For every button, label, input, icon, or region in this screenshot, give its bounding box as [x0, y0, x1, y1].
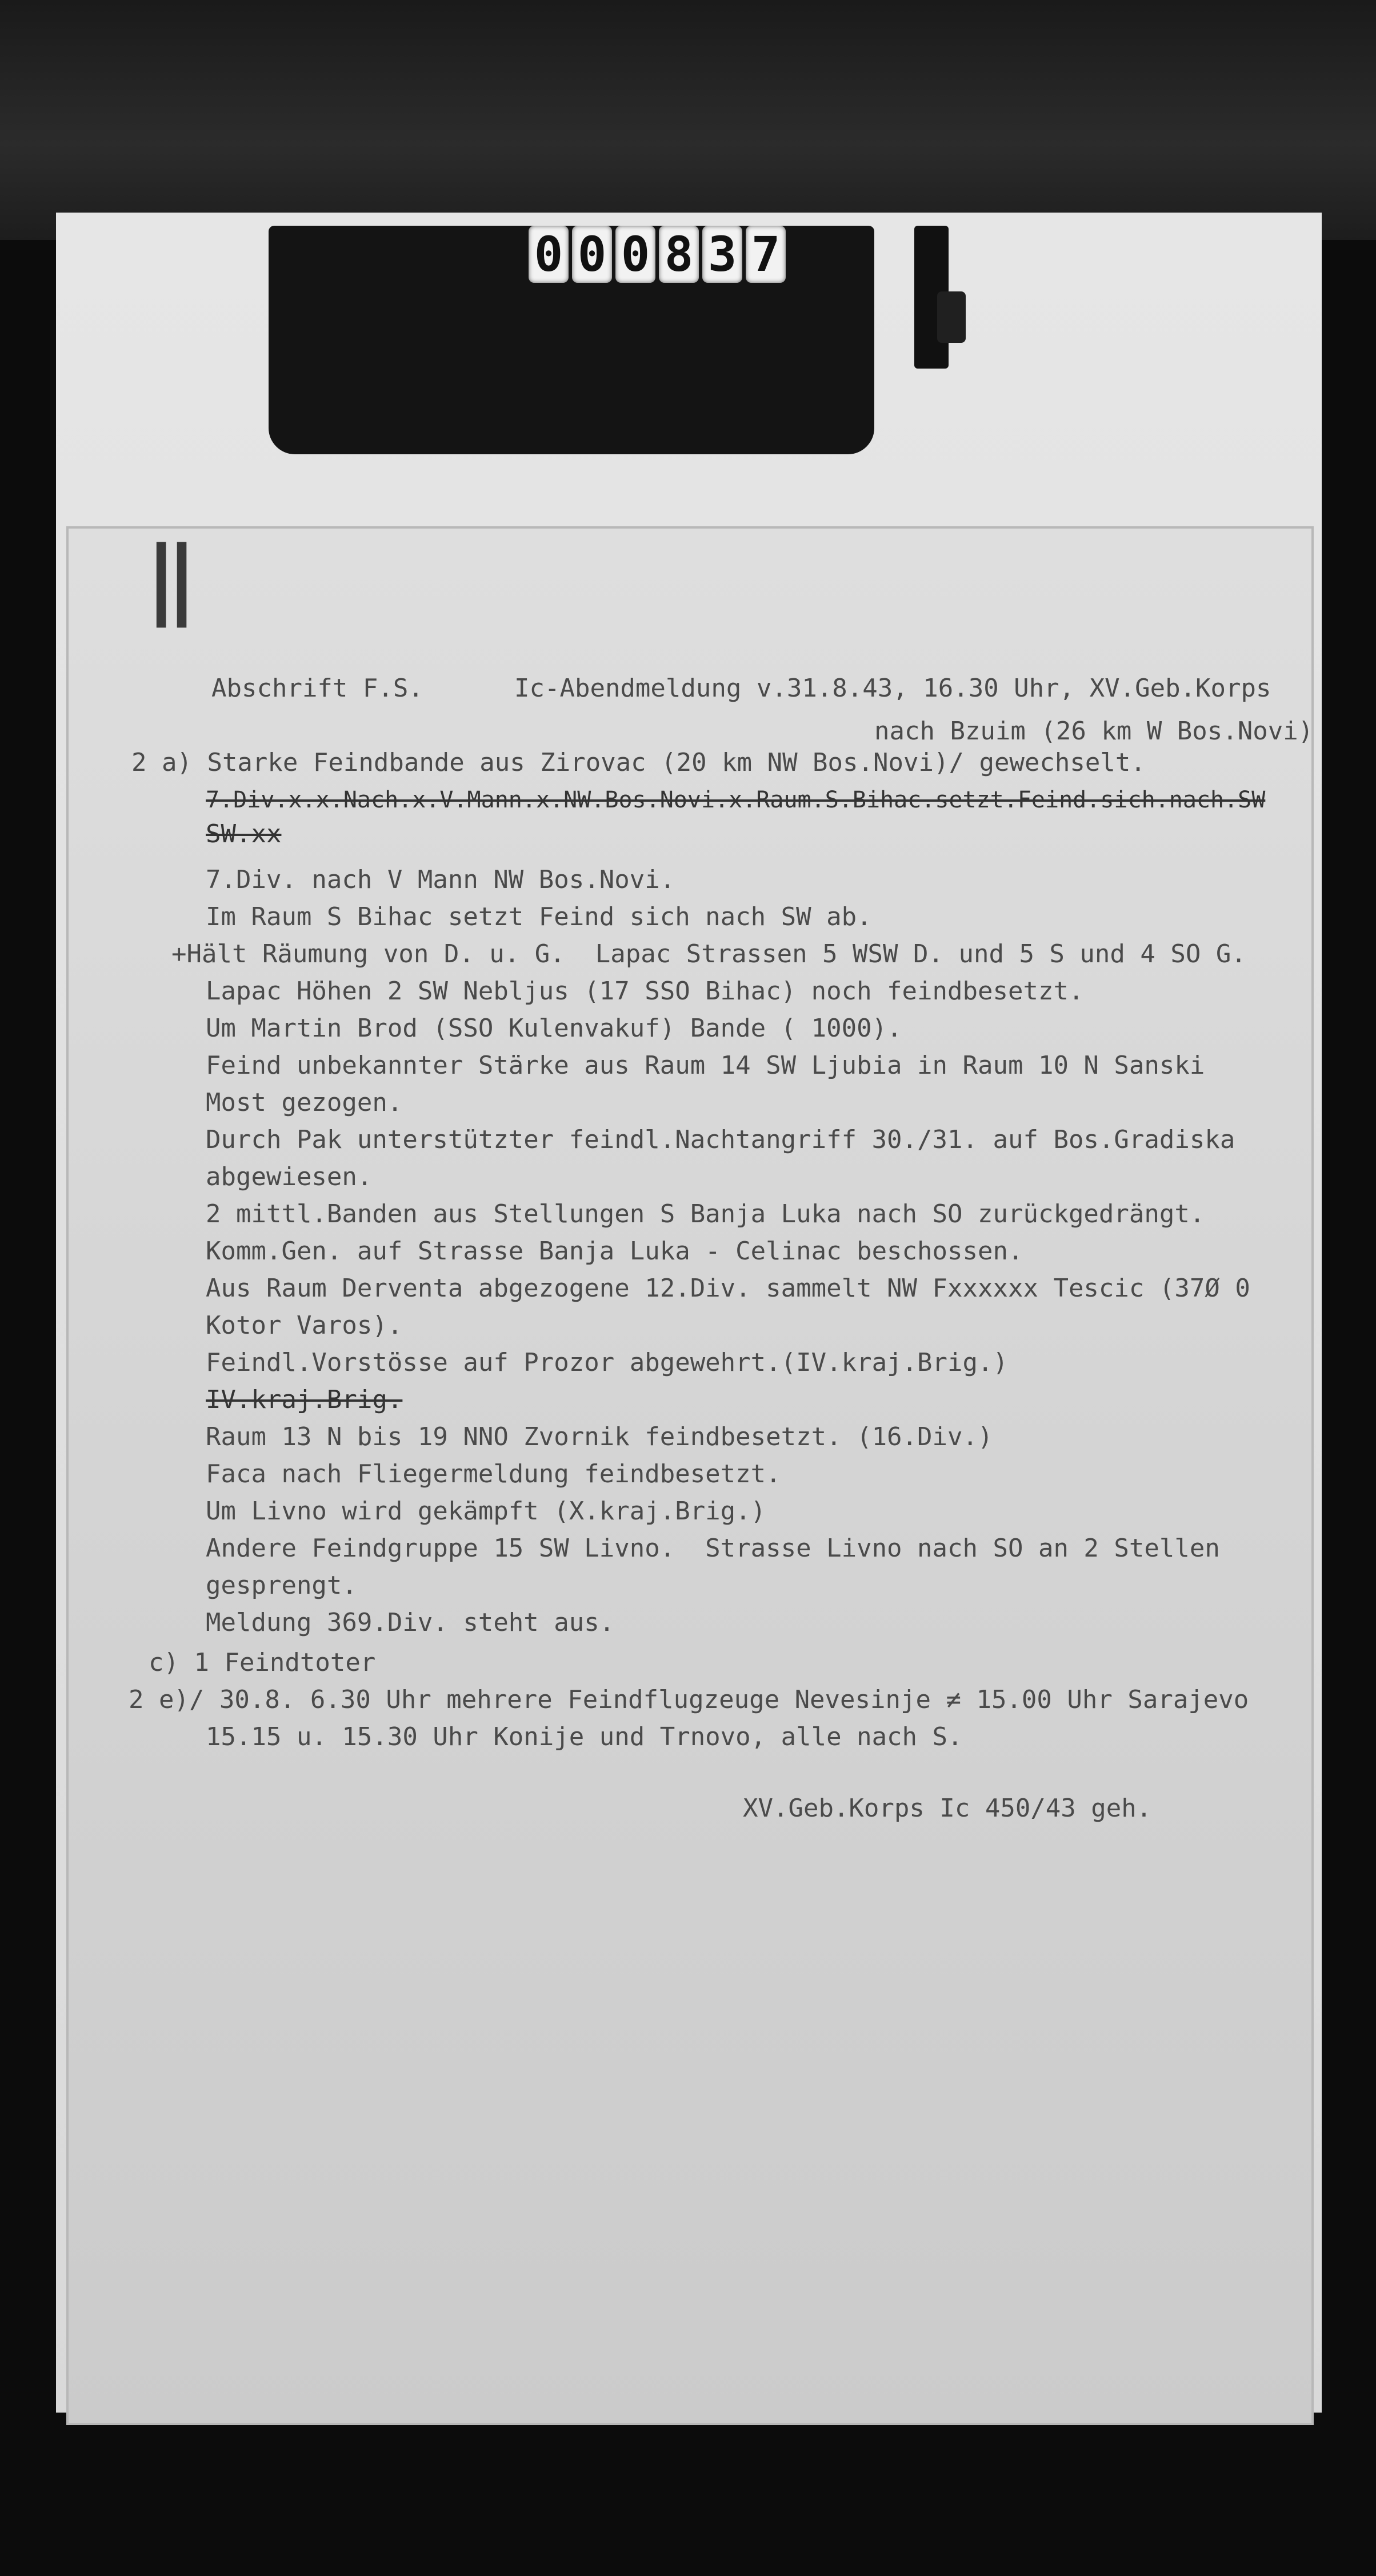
report-line: gesprengt. — [206, 1571, 357, 1600]
counter-digit: 7 — [746, 226, 786, 283]
film-strip-top — [0, 0, 1376, 240]
frame-counter-knob — [937, 291, 966, 343]
frame-counter — [497, 214, 817, 294]
header-note: nach Bzuim (26 km W Bos.Novi) — [874, 717, 1314, 746]
report-line: Meldung 369.Div. steht aus. — [206, 1608, 615, 1637]
report-line: Faca nach Fliegermeldung feindbesetzt. — [206, 1459, 781, 1489]
header-right: Ic-Abendmeldung v.31.8.43, 16.30 Uhr, XV.Geb.Korps — [514, 674, 1271, 703]
report-line: Im Raum S Bihac setzt Feind sich nach SW ab. — [206, 902, 872, 931]
footer-reference: XV.Geb.Korps Ic 450/43 geh. — [743, 1794, 1152, 1823]
counter-digit: 0 — [615, 226, 655, 283]
report-line: 15.15 u. 15.30 Uhr Konije und Trnovo, alle nach S. — [206, 1722, 963, 1751]
report-line: Most gezogen. — [206, 1088, 403, 1117]
report-line: +Hält Räumung von D. u. G. Lapac Strassen 5 WSW D. und 5 S und 4 SO G. — [171, 939, 1246, 969]
report-line: 2 a) Starke Feindbande aus Zirovac (20 km NW Bos.Novi)/ gewechselt. — [131, 748, 1146, 777]
report-line: Aus Raum Derventa abgezogene 12.Div. sammelt NW Fxxxxxx Tescic (37Ø 0 — [206, 1274, 1250, 1303]
report-line: Feindl.Vorstösse auf Prozor abgewehrt.(IV.kraj.Brig.) — [206, 1348, 1008, 1377]
report-line: Durch Pak unterstützter feindl.Nachtangriff 30./31. auf Bos.Gradiska — [206, 1125, 1235, 1154]
report-line: 2 e)/ 30.8. 6.30 Uhr mehrere Feindflugzeuge Nevesinje ≠ 15.00 Uhr Sarajevo — [129, 1685, 1249, 1714]
report-line: c) 1 Feindtoter — [149, 1648, 376, 1677]
report-line: 2 mittl.Banden aus Stellungen S Banja Luka nach SO zurückgedrängt. — [206, 1199, 1205, 1229]
counter-digit: 0 — [529, 226, 569, 283]
report-line: 7.Div. nach V Mann NW Bos.Novi. — [206, 865, 675, 894]
report-line: Komm.Gen. auf Strasse Banja Luka - Celinac beschossen. — [206, 1237, 1023, 1266]
header-left: Abschrift F.S. — [211, 674, 423, 703]
counter-digit: 0 — [572, 226, 612, 283]
report-line: Um Livno wird gekämpft (X.kraj.Brig.) — [206, 1497, 766, 1526]
struck-line: 7.Div.x.x.Nach.x.V.Mann.x.NW.Bos.Novi.x.Raum.S.Bihac.setzt.Feind.sich.nach.SW — [206, 787, 1266, 813]
counter-digit: 3 — [702, 226, 742, 283]
report-line: abgewiesen. — [206, 1162, 373, 1191]
report-line: Raum 13 N bis 19 NNO Zvornik feindbesetzt. (16.Div.) — [206, 1422, 993, 1451]
report-line: Um Martin Brod (SSO Kulenvakuf) Bande ( 1000). — [206, 1014, 902, 1043]
report-line: Kotor Varos). — [206, 1311, 403, 1340]
report-line: Feind unbekannter Stärke aus Raum 14 SW Ljubia in Raum 10 N Sanski — [206, 1051, 1205, 1080]
counter-digit: 8 — [659, 226, 699, 283]
report-line: Lapac Höhen 2 SW Nebljus (17 SSO Bihac) noch feindbesetzt. — [206, 977, 1084, 1006]
struck-line: IV.kraj.Brig. — [206, 1385, 403, 1414]
report-line: Andere Feindgruppe 15 SW Livno. Strasse Livno nach SO an 2 Stellen — [206, 1534, 1220, 1563]
filing-marks: ‖ — [146, 529, 186, 628]
struck-line: SW.xx — [206, 819, 282, 849]
